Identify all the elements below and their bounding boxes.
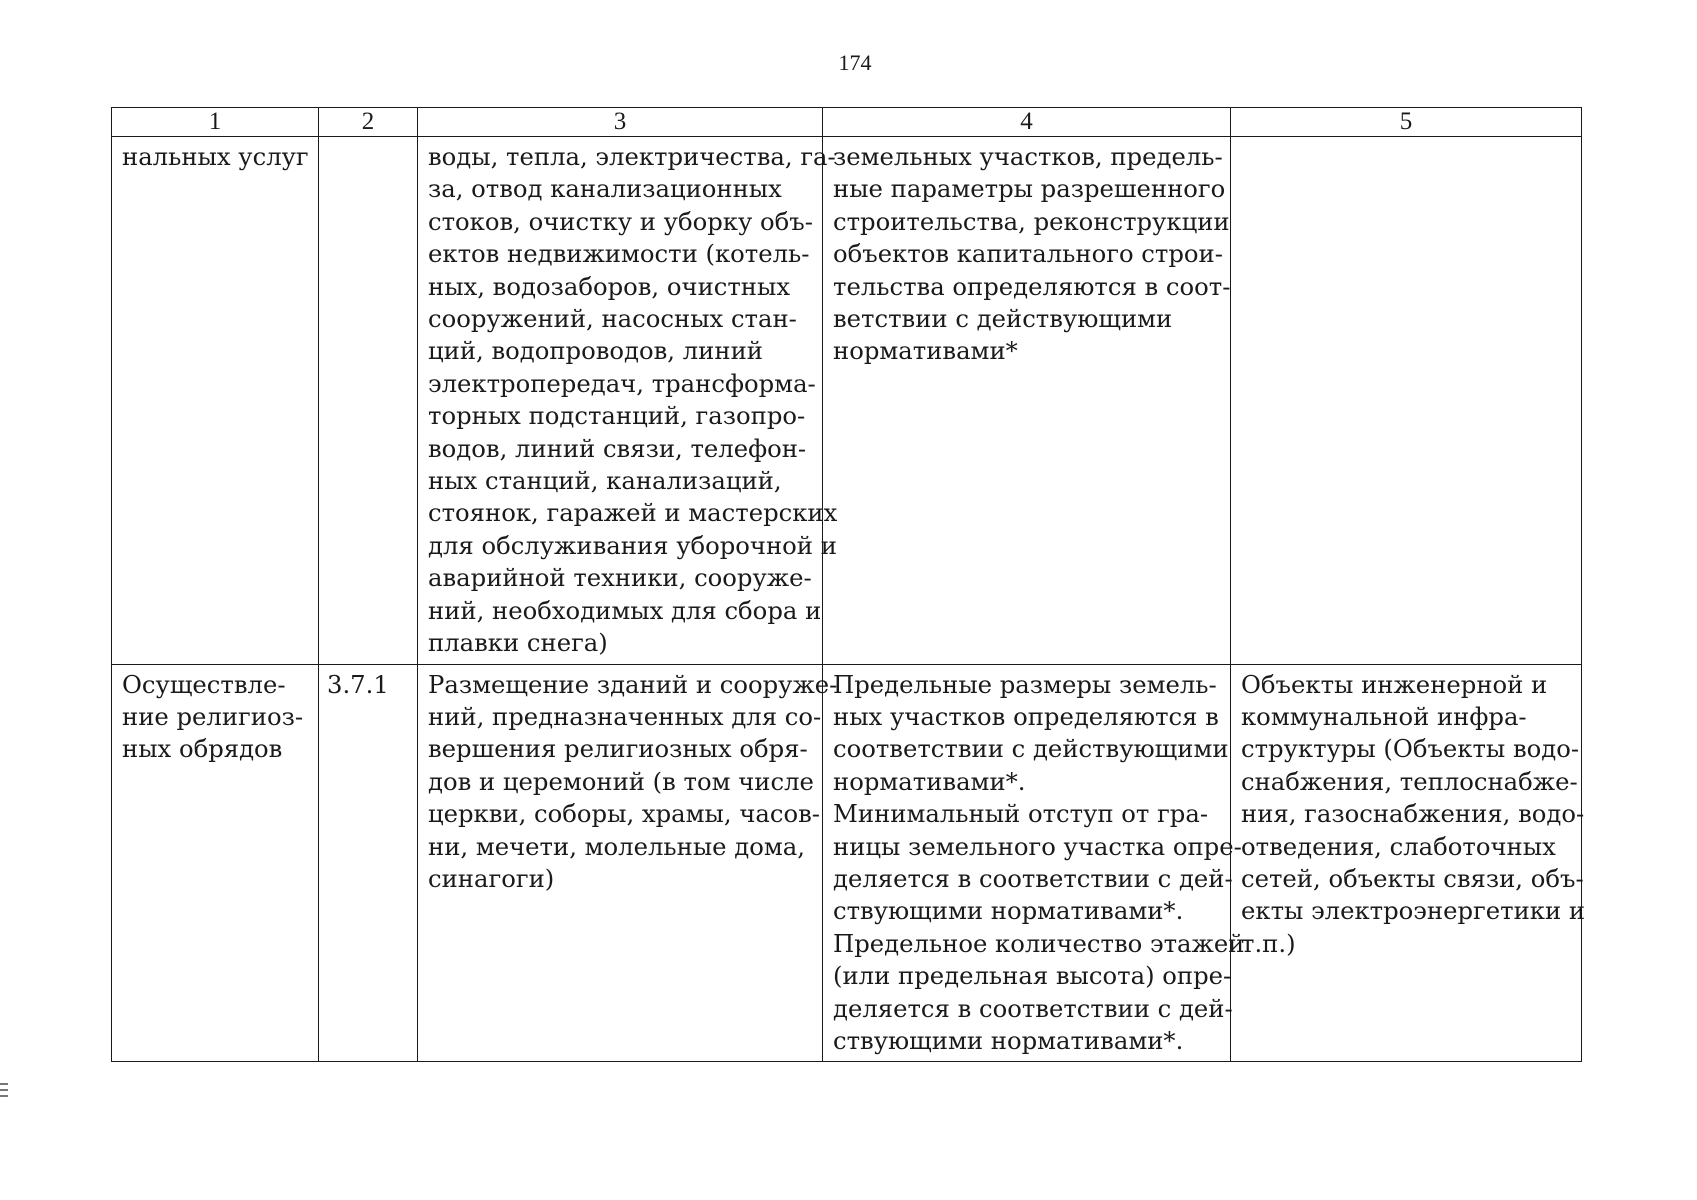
cell-text-line: торных подстанций, газопро- [428, 401, 806, 431]
cell-text-line: Объекты инженерной и [1241, 669, 1548, 699]
cell-text-line: отведения, слаботочных [1241, 831, 1556, 861]
table-row [112, 664, 1582, 1062]
cell-text-line: ные параметры разрешенного [833, 174, 1226, 204]
cell-text-line: дов и церемоний (в том числе [428, 766, 814, 796]
cell-text-line: Осуществле- [122, 669, 286, 699]
cell-text-line: Предельные размеры земель- [833, 669, 1217, 699]
cell-text-line: екты электроэнергетики и [1241, 896, 1586, 926]
cell-text-line: структуры (Объекты водо- [1241, 734, 1580, 764]
page-number: 174 [838, 50, 872, 75]
use-type-cell [112, 137, 319, 665]
auxiliary-uses-cell [1231, 664, 1586, 1062]
code-cell [319, 137, 418, 665]
cell-text-line: соответствии с действующими [833, 734, 1229, 764]
cell-text-line: плавки снега) [428, 628, 608, 658]
cell-text-line: ектов недвижимости (котель- [428, 239, 810, 269]
parameters-cell [823, 664, 1245, 1062]
cell-text-line: водов, линий связи, телефон- [428, 433, 807, 463]
scan-mark [0, 1089, 8, 1091]
cell-text-line: электропередач, трансформа- [428, 368, 816, 398]
description-cell [418, 137, 838, 665]
cell-text-line: вершения религиозных обря- [428, 734, 808, 764]
cell-text-line: объектов капитального строи- [833, 239, 1223, 269]
cell-text-line: т.п.) [1241, 928, 1296, 958]
cell-text-line: ных участков определяются в [833, 701, 1219, 731]
land-use-table [111, 107, 1586, 1062]
cell-text-line: воды, тепла, электричества, га- [428, 142, 836, 171]
cell-text-line: нормативами* [833, 336, 1018, 366]
use-type-cell [112, 664, 319, 1062]
column-header: 1 [112, 108, 319, 137]
cell-text-line: ных, водозаборов, очистных [428, 271, 791, 301]
cell-text-line: стоянок, гаражей и мастерских [428, 498, 838, 528]
cell-text-line: нальных услуг [122, 142, 309, 171]
cell-text-line: сооружений, насосных стан- [428, 304, 797, 334]
cell-text-line: аварийной техники, сооруже- [428, 563, 812, 593]
column-header: 5 [1231, 108, 1582, 137]
column-header: 3 [418, 108, 823, 137]
cell-text-line: ницы земельного участка опре- [833, 831, 1242, 861]
column-header: 2 [319, 108, 418, 137]
cell-text-line: синагоги) [428, 863, 555, 893]
cell-text-line: деляется в соответствии с дей- [833, 993, 1233, 1023]
table-row [112, 137, 1582, 665]
cell-text-line: Размещение зданий и сооруже- [428, 669, 838, 699]
cell-text-line: для обслуживания уборочной и [428, 530, 837, 560]
description-cell [418, 664, 838, 1062]
cell-text-line: земельных участков, предель- [833, 142, 1223, 171]
cell-text-line: ных обрядов [122, 734, 283, 764]
cell-text-line: 3.7.1 [327, 669, 389, 699]
cell-text-line: ствующими нормативами*. [833, 896, 1184, 926]
cell-text-line: нормативами*. [833, 766, 1026, 796]
cell-text-line: ветствии с действующими [833, 304, 1173, 334]
cell-text-line: коммунальной инфра- [1241, 701, 1527, 731]
cell-text-line: ния, газоснабжения, водо- [1241, 799, 1585, 829]
cell-text-line: ций, водопроводов, линий [428, 336, 763, 366]
table-header-row [112, 108, 1582, 137]
cell-text-line: ние религиоз- [122, 701, 304, 731]
cell-text-line: снабжения, теплоснабже- [1241, 766, 1578, 796]
cell-text-line: тельства определяются в соот- [833, 271, 1231, 301]
auxiliary-uses-cell [1231, 137, 1582, 665]
cell-text-line: стоков, очистку и уборку объ- [428, 206, 813, 236]
cell-text-line: Предельное количество этажей [833, 928, 1245, 958]
code-cell [319, 664, 418, 1062]
cell-text-line: церкви, соборы, храмы, часов- [428, 799, 820, 829]
cell-text-line: ний, необходимых для сбора и [428, 595, 822, 625]
column-header: 4 [823, 108, 1231, 137]
cell-text-line: ний, предназначенных для со- [428, 701, 822, 731]
scan-mark [0, 1083, 8, 1085]
cell-text-line: Минимальный отступ от гра- [833, 799, 1209, 829]
cell-text-line: ствующими нормативами*. [833, 1025, 1184, 1055]
parameters-cell [823, 137, 1231, 665]
cell-text-line: деляется в соответствии с дей- [833, 863, 1233, 893]
cell-text-line: сетей, объекты связи, объ- [1241, 863, 1584, 893]
scan-mark [0, 1095, 8, 1097]
cell-text-line: (или предельная высота) опре- [833, 961, 1232, 991]
cell-text-line: строительства, реконструкции [833, 206, 1230, 236]
cell-text-line: ных станций, канализаций, [428, 466, 782, 496]
cell-text-line: ни, мечети, молельные дома, [428, 831, 805, 861]
cell-text-line: за, отвод канализационных [428, 174, 782, 204]
